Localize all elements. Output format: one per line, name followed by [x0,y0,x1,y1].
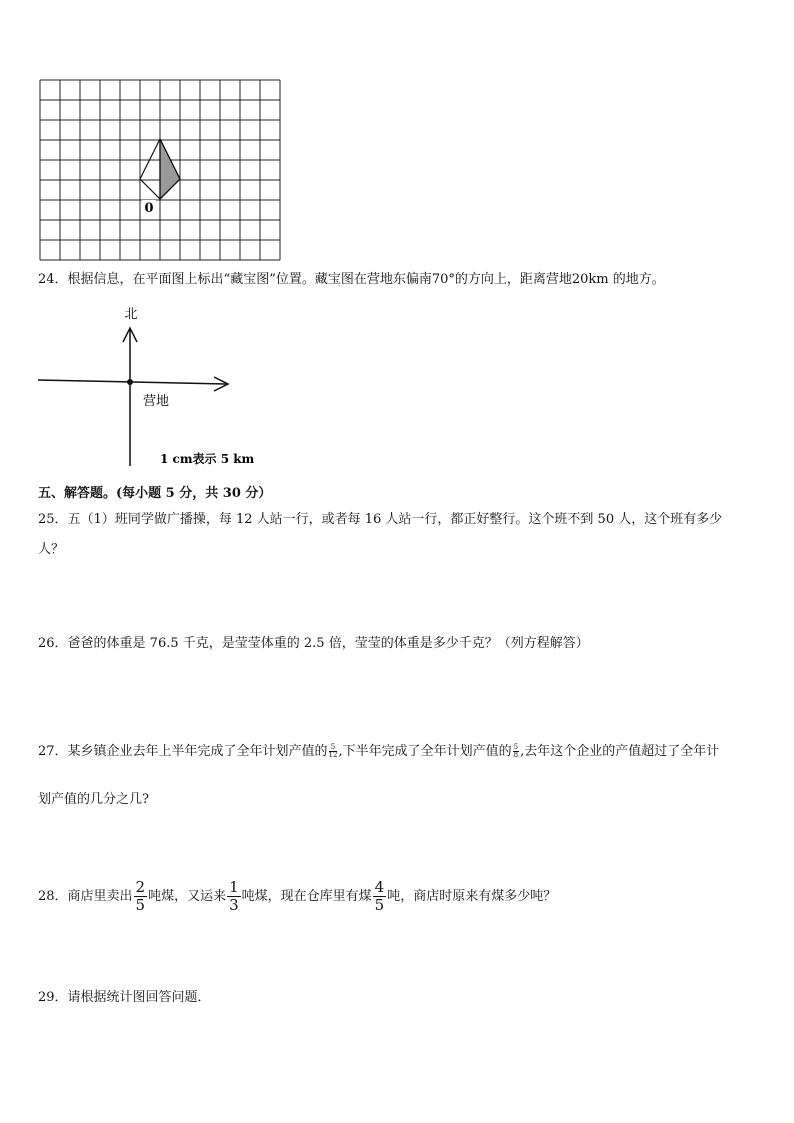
fraction-2-5: $\frac{2}{5}$ [135,878,146,914]
question-26-text: 26．爸爸的体重是 76.5 千克，是莹莹体重的 2.5 倍，莹莹的体重是多少千克？（列方程解答） [38,636,589,651]
section-title: 五、解答题。(每小题 5 分，共 30 分） [38,486,272,501]
question-28-part2: 吨煤，又运来 [148,889,227,904]
question-25-line1: 25．五（1）班同学做广播操，每 12 人站一行，或者每 16 人站一行，都正好整行。这个班不到 50 人，这个班有多少 [38,512,723,527]
fraction-5-8: $\frac{5}{8}$ [513,743,519,759]
compass-diagram [30,300,260,475]
grid-figure [36,78,284,264]
question-27-part3: ,去年这个企业的产值超过了全年计 [520,744,720,759]
fraction-5-12: $\frac{5}{12}$ [328,743,338,759]
north-label: 北 [124,307,138,322]
question-25-line2: 人？ [38,542,65,557]
question-28-part1: 28．商店里卖出 [38,889,133,904]
question-27-line1 [38,742,719,762]
fraction-4-5: $\frac{4}{5}$ [374,878,385,914]
question-27-part2: ,下半年完成了全年计划产值的 [338,744,512,759]
question-27-line2: 划产值的几分之几? [38,792,149,807]
question-29-text: 29．请根据统计图回答问题． [38,990,211,1005]
scale-label: 1 cm表示 5 km [160,452,255,466]
shaded-triangle [160,139,180,199]
question-28-part4: 吨，商店时原来有煤多少吨？ [387,889,557,904]
question-28-part3: 吨煤，现在仓库里有煤 [241,889,372,904]
camp-label: 营地 [143,394,170,409]
fraction-1-3: $\frac{1}{3}$ [229,878,239,914]
question-27-part1: 27．某乡镇企业去年上半年完成了全年计划产值的 [38,744,328,759]
origin-label: 0 [144,201,154,216]
camp-point [127,379,133,385]
question-24-text: 24．根据信息，在平面图上标出“藏宝图”位置。藏宝图在营地东偏南70°的方向上，距离营地20km 的地方。 [38,272,665,287]
question-28-text [38,878,556,916]
